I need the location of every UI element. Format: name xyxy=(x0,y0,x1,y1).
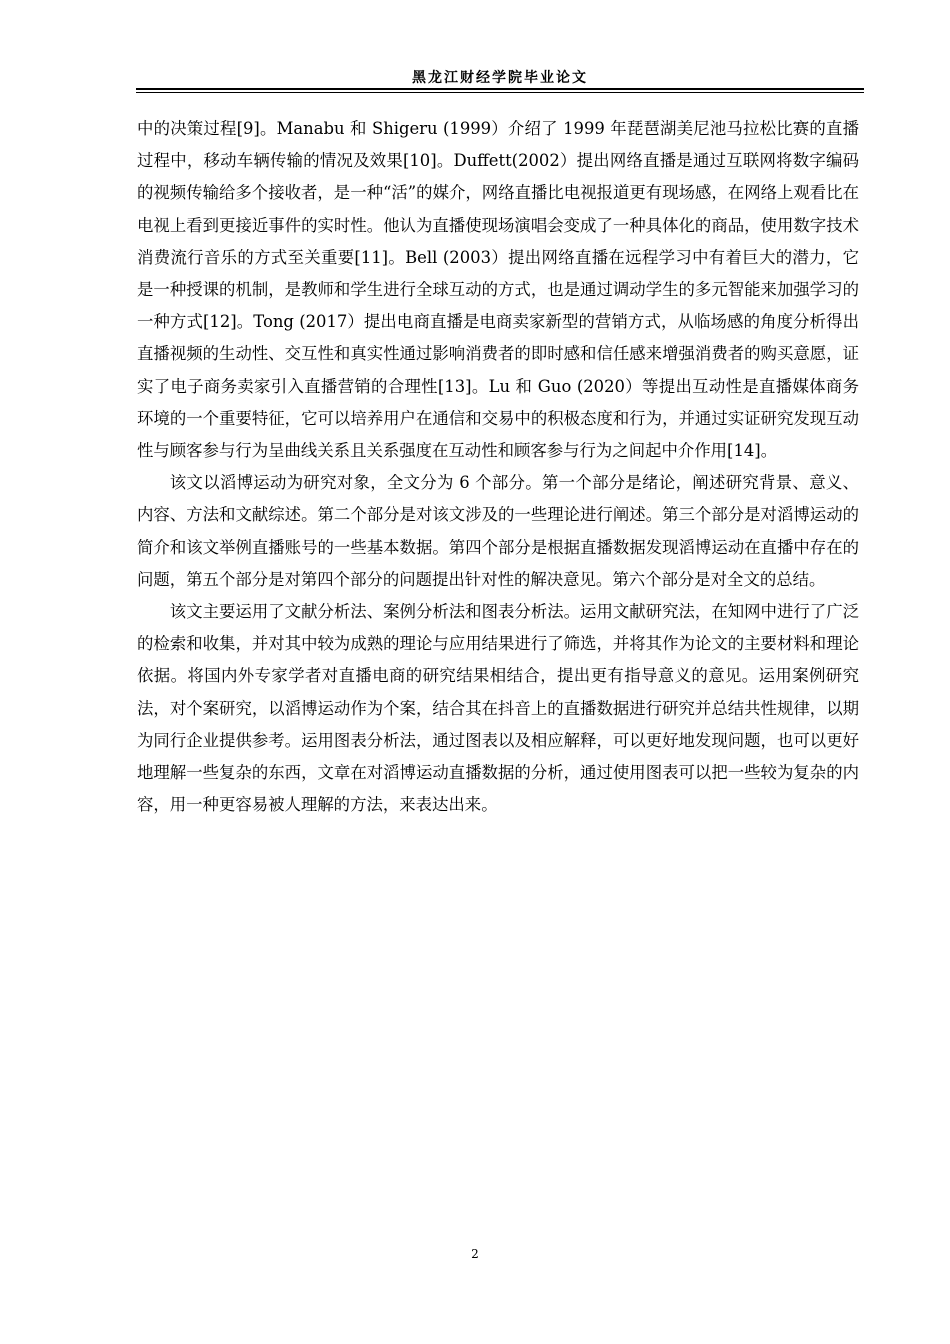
header-rule-thick xyxy=(136,88,864,90)
paragraph-structure: 该文以滔博运动为研究对象，全文分为 6 个部分。第一个部分是绪论，阐述研究背景、意义、内容、方法和文献综述。第二个部分是对该文涉及的一些理论进行阐述。第三个部分是对滔博运动的简介和该文举例直播账号的一些基本数据。第四个部分是根据直播数据发现滔博运动在直播中存在的问题，第五个部分是对第四个部分的问题提出针对性的解决意见。第六个部分是对全文的总结。 xyxy=(137,473,859,589)
body-text xyxy=(137,113,859,821)
header-title: 黑龙江财经学院毕业论文 xyxy=(412,70,588,86)
page-number: 2 xyxy=(471,1247,479,1261)
paragraph-methods: 该文主要运用了文献分析法、案例分析法和图表分析法。运用文献研究法，在知网中进行了广泛的检索和收集，并对其中较为成熟的理论与应用结果进行了筛选，并将其作为论文的主要材料和理论依据。将国内外专家学者对直播电商的研究结果相结合，提出更有指导意义的意见。运用案例研究法，对个案研究，以滔博运动作为个案，结合其在抖音上的直播数据进行研究并总结共性规律，以期为同行企业提供参考。运用图表分析法，通过图表以及相应解释，可以更好地发现问题，也可以更好地理解一些复杂的东西，文章在对滔博运动直播数据的分析，通过使用图表可以把一些较为复杂的内容，用一种更容易被人理解的方法，来表达出来。 xyxy=(137,602,859,815)
paragraph-literature-review: 中的决策过程[9]。Manabu 和 Shigeru (1999）介绍了 1999 年琵琶湖美尼池马拉松比赛的直播过程中，移动车辆传输的情况及效果[10]。Duffett(2002）提出网络直播是通过互联网将数字编码的视频传输给多个接收者，是一种“活”的媒介，网络直播比电视报道更有现场感，在网络上观看比在电视上看到更接近事件的实时性。他认为直播使现场演唱会变成了一种具体化的商品，使用数字技术消费流行音乐的方式至关重要[11]。Bell (2003）提出网络直播在远程学习中有着巨大的潜力，它是一种授课的机制，是教师和学生进行全球互动的方式，也是通过调动学生的多元智能来加强学习的一种方式[12]。Tong (2017）提出电商直播是电商卖家新型的营销方式，从临场感的角度分析得出直播视频的生动性、交互性和真实性通过影响消费者的即时感和信任感来增强消费者的购买意愿，证实了电子商务卖家引入直播营销的合理性[13]。Lu 和 Guo (2020）等提出互动性是直播媒体商务环境的一个重要特征，它可以培养用户在通信和交易中的积极态度和行为，并通过实证研究发现互动性与顾客参与行为呈曲线关系且关系强度在互动性和顾客参与行为之间起中介作用[14]。 xyxy=(137,119,859,461)
header-rule-thin xyxy=(136,92,864,93)
page-header xyxy=(136,62,864,92)
